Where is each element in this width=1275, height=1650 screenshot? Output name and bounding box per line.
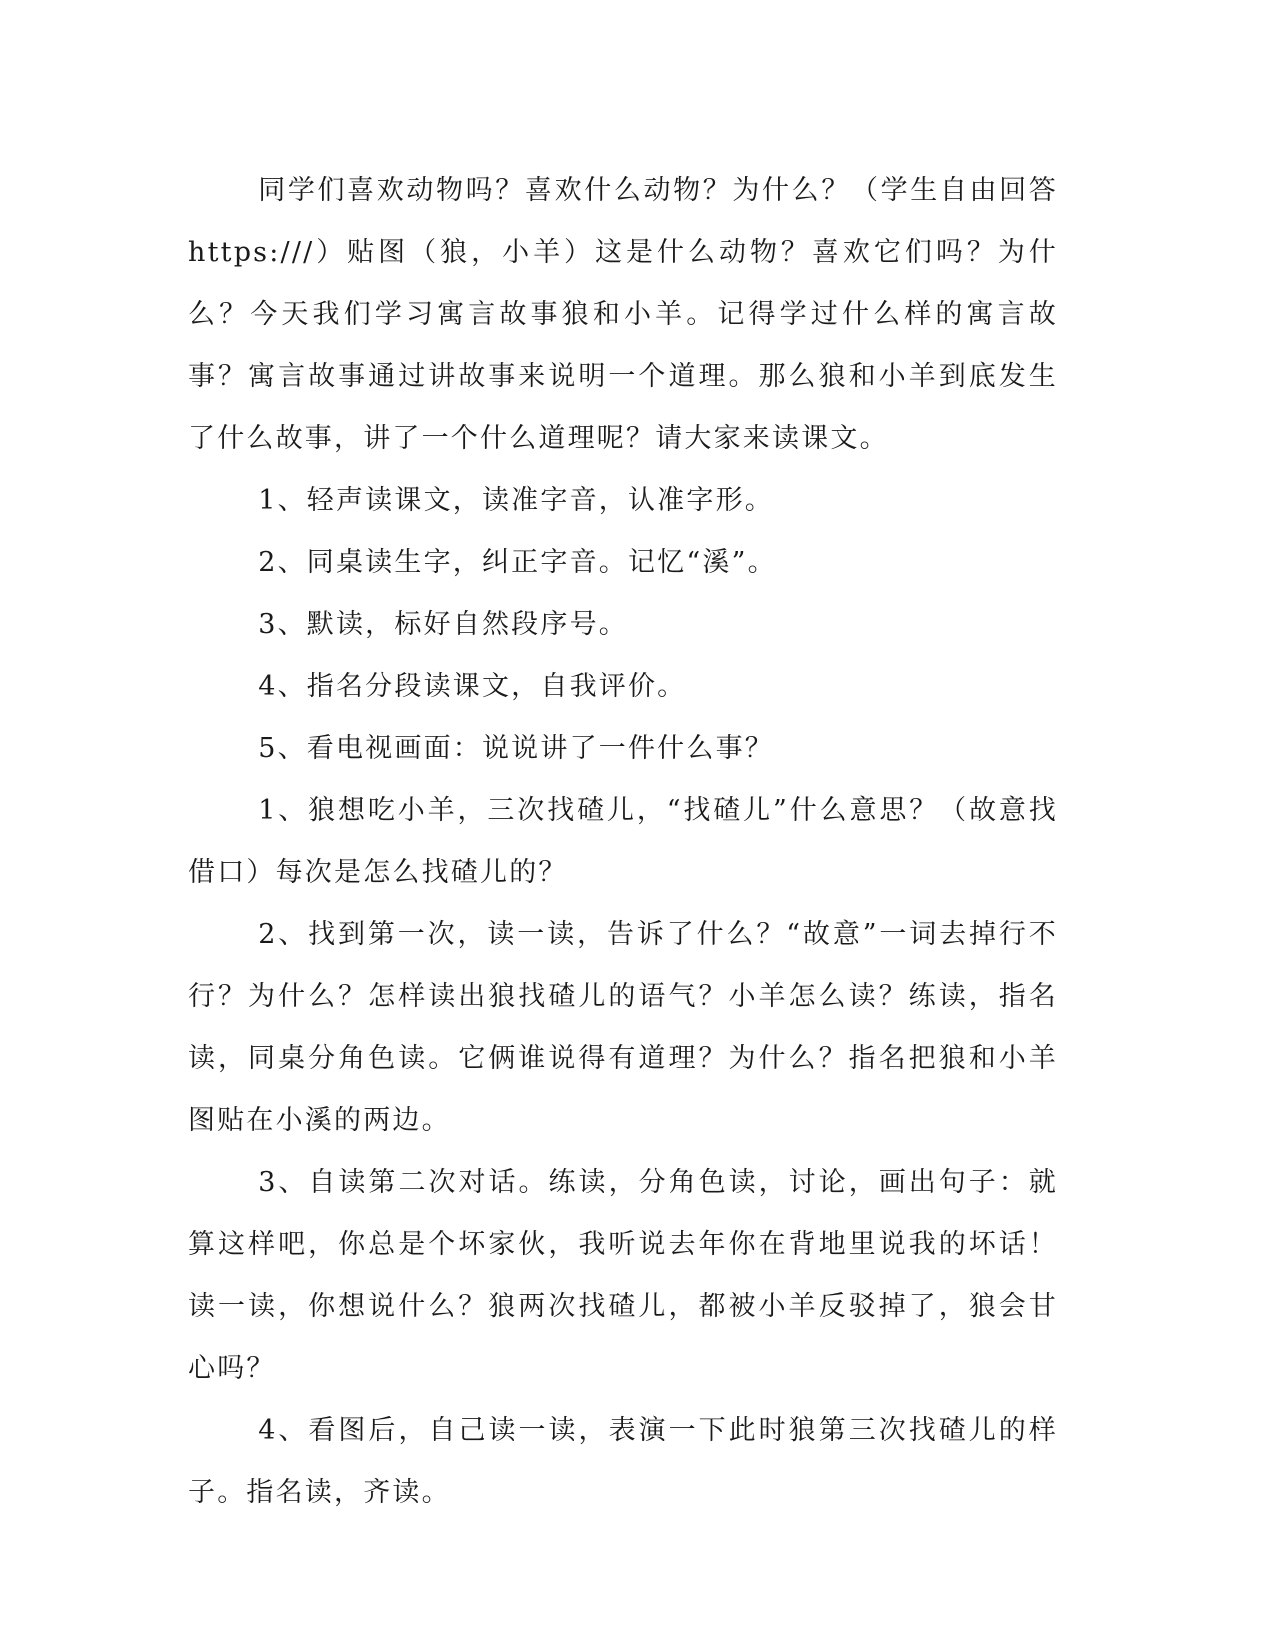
paragraph-step-5: 5、看电视画面：说说讲了一件什么事？	[258, 733, 774, 764]
paragraph-intro: 同学们喜欢动物吗？喜欢什么动物？为什么？（学生自由回答https:///）贴图（狼，小羊）这是什么动物？喜欢它们吗？为什么？今天我们学习寓言故事狼和小羊。记得学过什么样的寓言故事？寓言故事通过讲故事来说明一个道理。那么狼和小羊到底发生了什么故事，讲了一个什么道理呢？请大家来读课文。	[188, 175, 1058, 454]
paragraph-discussion-3: 3、自读第二次对话。练读，分角色读，讨论，画出句子：就算这样吧，你总是个坏家伙，我听说去年你在背地里说我的坏话！读一读，你想说什么？狼两次找碴儿，都被小羊反驳掉了，狼会甘心吗？	[188, 1167, 1058, 1384]
paragraph-step-2: 2、同桌读生字，纠正字音。记忆“溪”。	[258, 547, 777, 578]
paragraph-step-3: 3、默读，标好自然段序号。	[258, 609, 628, 640]
paragraph-step-4: 4、指名分段读课文，自我评价。	[258, 671, 687, 702]
paragraph-discussion-4: 4、看图后，自己读一读，表演一下此时狼第三次找碴儿的样子。指名读，齐读。	[188, 1415, 1058, 1508]
paragraph-discussion-2: 2、找到第一次，读一读，告诉了什么？“故意”一词去掉行不行？为什么？怎样读出狼找碴儿的语气？小羊怎么读？练读，指名读，同桌分角色读。它俩谁说得有道理？为什么？指名把狼和小羊图贴在小溪的两边。	[188, 919, 1058, 1136]
paragraph-step-1: 1、轻声读课文，读准字音，认准字形。	[258, 485, 774, 516]
paragraph-discussion-1: 1、狼想吃小羊，三次找碴儿，“找碴儿”什么意思？（故意找借口）每次是怎么找碴儿的？	[188, 795, 1058, 888]
document-body	[188, 160, 1058, 1524]
